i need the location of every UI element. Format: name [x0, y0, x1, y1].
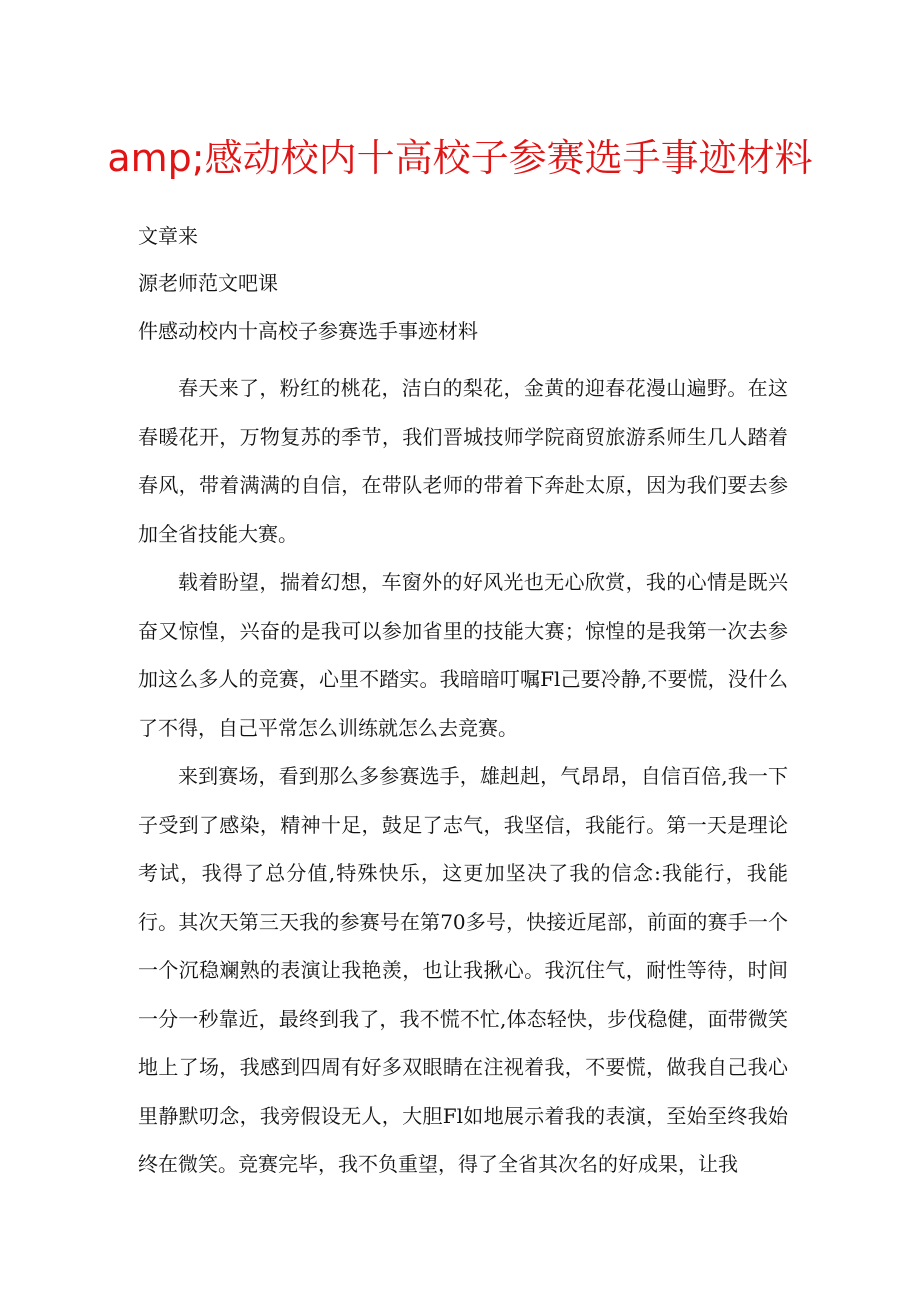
- paragraph: 来到赛场，看到那么多参赛选手，雄赳赳，气昂昂，自信百倍,我一下子受到了感染，精神十足，鼓足了志气，我坚信，我能行。第一天是理论考试，我得了总分值,特殊快乐，这更加坚决了我的信念:我能行，我能行。其次天第三天我的参赛号在第70多号，快接近尾部，前面的赛手一个一个沉稳斓熟的表演让我艳羡，也让我揪心。我沉住气，耐性等待，时间一分一秒靠近，最终到我了，我不慌不忙,体态轻快，步伐稳健，面带微笑地上了场，我感到四周有好多双眼睛在注视着我，不要慌，做我自己我心里静默叨念，我旁假设无人，大胆Fl如地展示着我的表演，至始至终我始终在微笑。竞赛完毕，我不负重望，得了全省其次名的好成果，让我: [138, 764, 788, 1176]
- meta-line: 件感动校内十高校子参赛选手事迹材料: [138, 319, 478, 343]
- document-title: amp;感动校内十高校子参赛选手事迹材料: [107, 136, 813, 180]
- document-body: [138, 364, 788, 1189]
- paragraph: 载着盼望，揣着幻想，车窗外的好风光也无心欣赏，我的心情是既兴奋又惊惶，兴奋的是我可以参加省里的技能大赛；惊惶的是我第一次去参加这么多人的竞赛，心里不踏实。我暗暗叮嘱Fl己要冷静,不要慌，没什么了不得，自己平常怎么训练就怎么去竞赛。: [138, 570, 788, 740]
- paragraph: 春天来了，粉红的桃花，洁白的梨花，金黄的迎春花漫山遍野。在这春暖花开，万物复苏的季节，我们晋城技师学院商贸旅游系师生几人踏着春风，带着满满的自信，在带队老师的带着下奔赴太原，因为我们要去参加全省技能大赛。: [138, 376, 788, 546]
- meta-line: 源老师范文吧课: [138, 271, 278, 295]
- meta-line: 文章来: [138, 224, 198, 248]
